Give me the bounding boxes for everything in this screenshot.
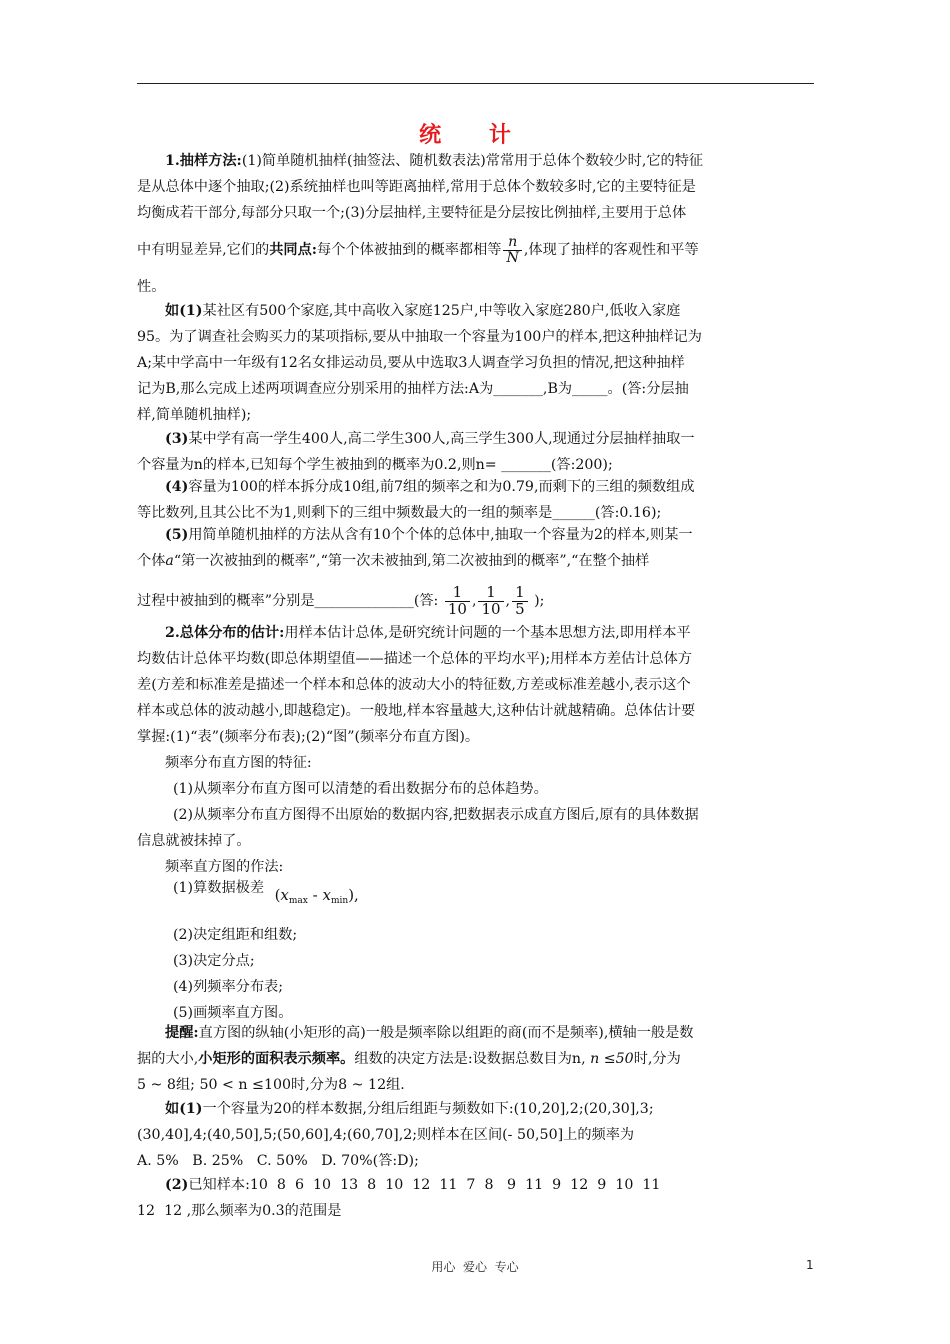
section-heading: 2.总体分布的估计: — [165, 625, 285, 641]
example-2-2 — [137, 1172, 814, 1224]
paragraph-line: 5 ~ 8组; 50 < n ≤100时,分为8 ~ 12组. — [137, 1077, 405, 1093]
text: 容量为100的样本拆分成10组,前7组的频率之和为0.79,而剩下的三组的频数组成 — [188, 479, 695, 495]
paragraph-line: A;某中学高中一年级有12名女排运动员,要从中选取3人调查学习负担的情况,把这种抽样 — [137, 355, 685, 371]
page-title: 统 计 — [419, 123, 531, 148]
paragraph-line: 样,简单随机抽样); — [137, 407, 252, 423]
paragraph-line: 提醒:直方图的纵轴(小矩形的高)一般是频率除以组距的商(而不是频率),横轴一般是数 — [165, 1025, 694, 1041]
fraction-answer-2: $\frac{1}{10}$ — [478, 585, 503, 618]
paragraph-line: 样本或总体的波动越小,即越稳定)。一般地,样本容量越大,这种估计就越精确。总体估计要 — [137, 703, 696, 719]
paragraph-line: 过程中被抽到的概率”分别是______________(答: $\frac{1}{10}$ , $\frac{1}{10}$ , $\frac{1}{5}$ ); — [137, 582, 545, 618]
paragraph-line: 95。为了调查社会购买力的某项指标,要从中抽取一个容量为100户的样本,把这种抽样记为 — [137, 329, 702, 345]
example-4 — [137, 474, 814, 526]
paragraph-line — [137, 620, 814, 646]
paragraph-line — [137, 474, 814, 500]
example-label: (4) — [165, 479, 189, 495]
histogram-steps — [137, 874, 814, 1026]
paragraph-line: 均数估计总体平均数(即总体期望值——描述一个总体的平均水平);用样本方差估计总体方 — [137, 651, 692, 667]
step-2: (2)决定组距和组数; — [173, 927, 298, 943]
footer-slogan: 用心 爱心 专心 — [431, 1260, 519, 1274]
example-1 — [137, 298, 814, 428]
paragraph-line: (1)从频率分布直方图可以清楚的看出数据分布的总体趋势。 — [173, 781, 548, 797]
section-heading: 1.抽样方法: — [165, 153, 242, 169]
answer-options: A. 5% B. 25% C. 50% D. 70%(答:D); — [137, 1153, 419, 1169]
interval: (- 50,50] — [502, 1127, 564, 1143]
paragraph-line: 信息就被抹掉了。 — [137, 833, 251, 849]
paragraph-line: 等比数列,且其公比不为1,则剩下的三组中频数最大的一组的频率是______(答:0.16); — [137, 505, 662, 521]
paragraph-line: 是从总体中逐个抽取;(2)系统抽样也叫等距离抽样,常用于总体个数较多时,它的主要特征是 — [137, 179, 696, 195]
text: 用样本估计总体,是研究统计问题的一个基本思想方法,即用样本平 — [284, 625, 691, 641]
section-distribution — [137, 620, 814, 750]
text: ,体现了抽样的客观性和平等 — [523, 242, 699, 258]
math-condition: 50 < n ≤100 — [199, 1077, 292, 1093]
paragraph-line — [137, 522, 814, 548]
histogram-features — [137, 750, 814, 880]
step-1: (1)算数据极差 $(x_{max} - x_{min})$, — [137, 874, 814, 918]
example-3 — [137, 426, 814, 478]
paragraph-line: (2)已知样本:10 8 6 10 13 8 10 12 11 7 8 9 11 9 12 9 10 11 — [165, 1177, 661, 1193]
tip-label: 提醒: — [165, 1025, 199, 1041]
text: 中有明显差异,它们的 — [137, 242, 270, 258]
range-formula: $(x_{max} - x_{min})$, — [274, 886, 359, 906]
example-label: (3) — [165, 431, 189, 447]
paragraph-line — [137, 148, 814, 174]
paragraph-line: (2)从频率分布直方图得不出原始的数据内容,把数据表示成直方图后,原有的具体数据 — [173, 807, 699, 823]
example-2-1 — [137, 1096, 814, 1174]
paragraph-line: 个体a“第一次被抽到的概率”,“第一次未被抽到,第二次被抽到的概率”,“在整个抽样 — [137, 553, 650, 569]
paragraph-line: (30,40],4;(40,50],5;(50,60],4;(60,70],2;则样本在区间(- 50,50]上的频率为 — [137, 1127, 635, 1143]
text: (1)简单随机抽样(抽签法、随机数表法)常常用于总体个数较少时,它的特征 — [241, 153, 704, 169]
bold-text: 小矩形的面积表示频率。 — [198, 1051, 355, 1067]
example-label: 如(1) — [165, 1101, 203, 1117]
variable-a: a — [165, 553, 174, 569]
section-sampling — [137, 148, 814, 300]
fraction-answer-1: $\frac{1}{10}$ — [445, 585, 470, 618]
paragraph-line: 记为B,那么完成上述两项调查应分别采用的抽样方法:A为_______,B为_____。(答:分层抽 — [137, 381, 689, 397]
paragraph-line: 频率分布直方图的特征: — [165, 755, 312, 771]
text: 每个个体被抽到的概率都相等 — [317, 242, 502, 258]
paragraph-line — [137, 426, 814, 452]
paragraph-line — [137, 298, 814, 324]
text: 某社区有500个家庭,其中高收入家庭125户,中等收入家庭280户,低收入家庭 — [202, 303, 681, 319]
tip-paragraph — [137, 1020, 814, 1098]
paragraph-line: 性。 — [137, 279, 166, 295]
paragraph-line — [137, 226, 814, 274]
paragraph-line: 均衡成若干部分,每部分只取一个;(3)分层抽样,主要特征是分层按比例抽样,主要用于总体 — [137, 205, 687, 221]
fraction-n-over-N: $\frac{n}{N}$ — [503, 235, 521, 266]
paragraph-line: 差(方差和标准差是描述一个样本和总体的波动大小的特征数,方差或标准差越小,表示这个 — [137, 677, 691, 693]
page-number: 1 — [806, 1258, 814, 1272]
text: 某中学有高一学生400人,高二学生300人,高三学生300人,现通过分层抽样抽取一 — [188, 431, 695, 447]
example-5 — [137, 522, 814, 628]
example-label: 如(1) — [165, 303, 203, 319]
example-label: (5) — [165, 527, 189, 543]
paragraph-line: 掌握:(1)“表”(频率分布表);(2)“图”(频率分布直方图)。 — [137, 729, 480, 745]
step-5: (5)画频率直方图。 — [173, 1005, 293, 1021]
header-rule — [137, 83, 814, 84]
step-4: (4)列频率分布表; — [173, 979, 284, 995]
math-condition: n ≤50 — [590, 1051, 634, 1067]
paragraph-line: 如(1)一个容量为20的样本数据,分组后组距与频数如下:(10,20],2;(20,30],3; — [165, 1101, 654, 1117]
paragraph-line: 据的大小,小矩形的面积表示频率。组数的决定方法是:设数据总数目为n, n ≤50时,分为 — [137, 1051, 681, 1067]
step-3: (3)决定分点; — [173, 953, 255, 969]
paragraph-line: 个容量为n的样本,已知每个学生被抽到的概率为0.2,则n= _______(答:200); — [137, 457, 613, 473]
paragraph-line: 12 12 ,那么频率为0.3的范围是 — [137, 1203, 342, 1219]
text: 用简单随机抽样的方法从含有10个个体的总体中,抽取一个容量为2的样本,则某一 — [188, 527, 693, 543]
bold-text: 共同点: — [269, 242, 318, 258]
example-label: (2) — [165, 1177, 189, 1193]
fraction-answer-3: $\frac{1}{5}$ — [512, 585, 528, 618]
paragraph-line: 频率直方图的作法: — [165, 859, 284, 875]
